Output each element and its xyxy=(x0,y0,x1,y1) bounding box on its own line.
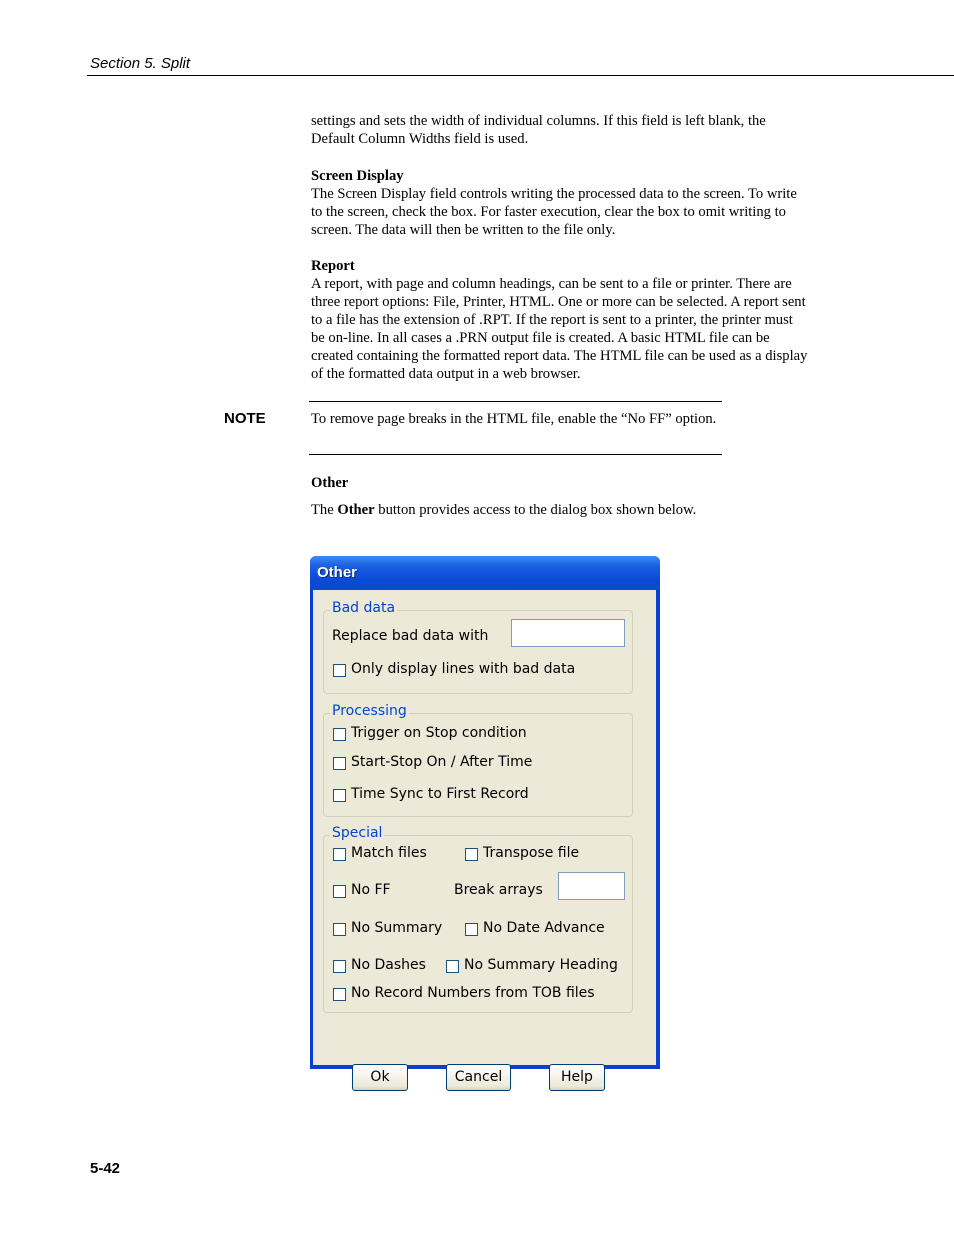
no-summary-checkbox[interactable] xyxy=(333,923,346,936)
other-heading-text: Other xyxy=(311,475,349,491)
trigger-stop-checkbox[interactable] xyxy=(333,728,346,741)
match-files-checkbox[interactable] xyxy=(333,848,346,861)
no-date-advance-label[interactable]: No Date Advance xyxy=(483,920,605,936)
transpose-file-label[interactable]: Transpose file xyxy=(483,845,580,861)
section-header: Section 5. Split xyxy=(90,55,191,72)
replace-bad-data-label: Replace bad data with xyxy=(332,628,489,644)
no-dashes-label[interactable]: No Dashes xyxy=(351,957,426,973)
note-bottom-rule xyxy=(309,454,722,455)
no-record-numbers-label[interactable]: No Record Numbers from TOB files xyxy=(351,985,595,1001)
report-section xyxy=(311,257,809,383)
time-sync-checkbox[interactable] xyxy=(333,789,346,802)
bad-data-group xyxy=(323,600,633,694)
no-record-numbers-checkbox[interactable] xyxy=(333,988,346,1001)
cancel-button[interactable]: Cancel xyxy=(446,1064,511,1091)
no-summary-heading-label[interactable]: No Summary Heading xyxy=(464,957,618,973)
bad-data-legend: Bad data xyxy=(332,600,396,616)
processing-legend: Processing xyxy=(332,703,407,719)
page-number: 5-42 xyxy=(90,1160,121,1177)
start-stop-label[interactable]: Start-Stop On / After Time xyxy=(351,754,533,770)
other-text-pre: The xyxy=(311,502,338,518)
screen-display-text: The Screen Display field controls writing the processed data to the screen. To write to the screen, check the box. For faster execution, clear the box to omit writing to screen. The data will then be written to the file only. xyxy=(311,186,797,238)
screen-display-section xyxy=(311,167,811,239)
no-summary-label[interactable]: No Summary xyxy=(351,920,443,936)
note-text: To remove page breaks in the HTML file, enable the “No FF” option. xyxy=(311,411,717,427)
start-stop-checkbox[interactable] xyxy=(333,757,346,770)
other-text-bold: Other xyxy=(337,502,375,518)
report-heading: Report xyxy=(311,258,355,274)
dialog-title: Other xyxy=(317,564,358,581)
special-legend: Special xyxy=(332,825,383,841)
break-arrays-input[interactable] xyxy=(558,872,625,900)
other-text-post: button provides access to the dialog box shown below. xyxy=(374,502,697,518)
other-dialog xyxy=(310,556,660,1085)
time-sync-label[interactable]: Time Sync to First Record xyxy=(351,786,529,802)
processing-group xyxy=(323,703,633,817)
screen-display-heading: Screen Display xyxy=(311,168,404,184)
other-paragraph xyxy=(311,501,811,519)
dialog-client-area xyxy=(313,590,656,1085)
match-files-label[interactable]: Match files xyxy=(351,845,427,861)
no-date-advance-checkbox[interactable] xyxy=(465,923,478,936)
only-display-bad-data-label[interactable]: Only display lines with bad data xyxy=(351,661,576,677)
only-display-bad-data-checkbox[interactable] xyxy=(333,664,346,677)
no-summary-heading-checkbox[interactable] xyxy=(446,960,459,973)
transpose-file-checkbox[interactable] xyxy=(465,848,478,861)
break-arrays-label: Break arrays xyxy=(454,882,543,898)
trigger-stop-label[interactable]: Trigger on Stop condition xyxy=(351,725,527,741)
ok-button[interactable]: Ok xyxy=(352,1064,408,1091)
replace-bad-data-input[interactable] xyxy=(511,619,625,647)
special-group xyxy=(323,825,633,1013)
no-dashes-checkbox[interactable] xyxy=(333,960,346,973)
no-ff-label[interactable]: No FF xyxy=(351,882,391,898)
other-heading xyxy=(311,474,811,492)
help-button[interactable]: Help xyxy=(549,1064,605,1091)
dialog-titlebar[interactable] xyxy=(310,556,660,590)
report-text: A report, with page and column headings, can be sent to a file or printer. There are three report options: File, Printer, HTML. One or more can be selected. A report sent to a file has the extension of .RPT. If the report is sent to a printer, the printer must be on-line. In all cases a .PRN output file is created. A basic HTML file can be created containing the formatted report data. The HTML file can be used as a display of the formatted data output in a web browser. xyxy=(311,276,808,382)
no-ff-checkbox[interactable] xyxy=(333,885,346,898)
intro-paragraph: settings and sets the width of individual columns. If this field is left blank, the Default Column Widths field is used. xyxy=(311,113,766,147)
header-rule xyxy=(87,75,954,76)
note-label: NOTE xyxy=(224,410,266,427)
note-top-rule xyxy=(309,401,722,402)
